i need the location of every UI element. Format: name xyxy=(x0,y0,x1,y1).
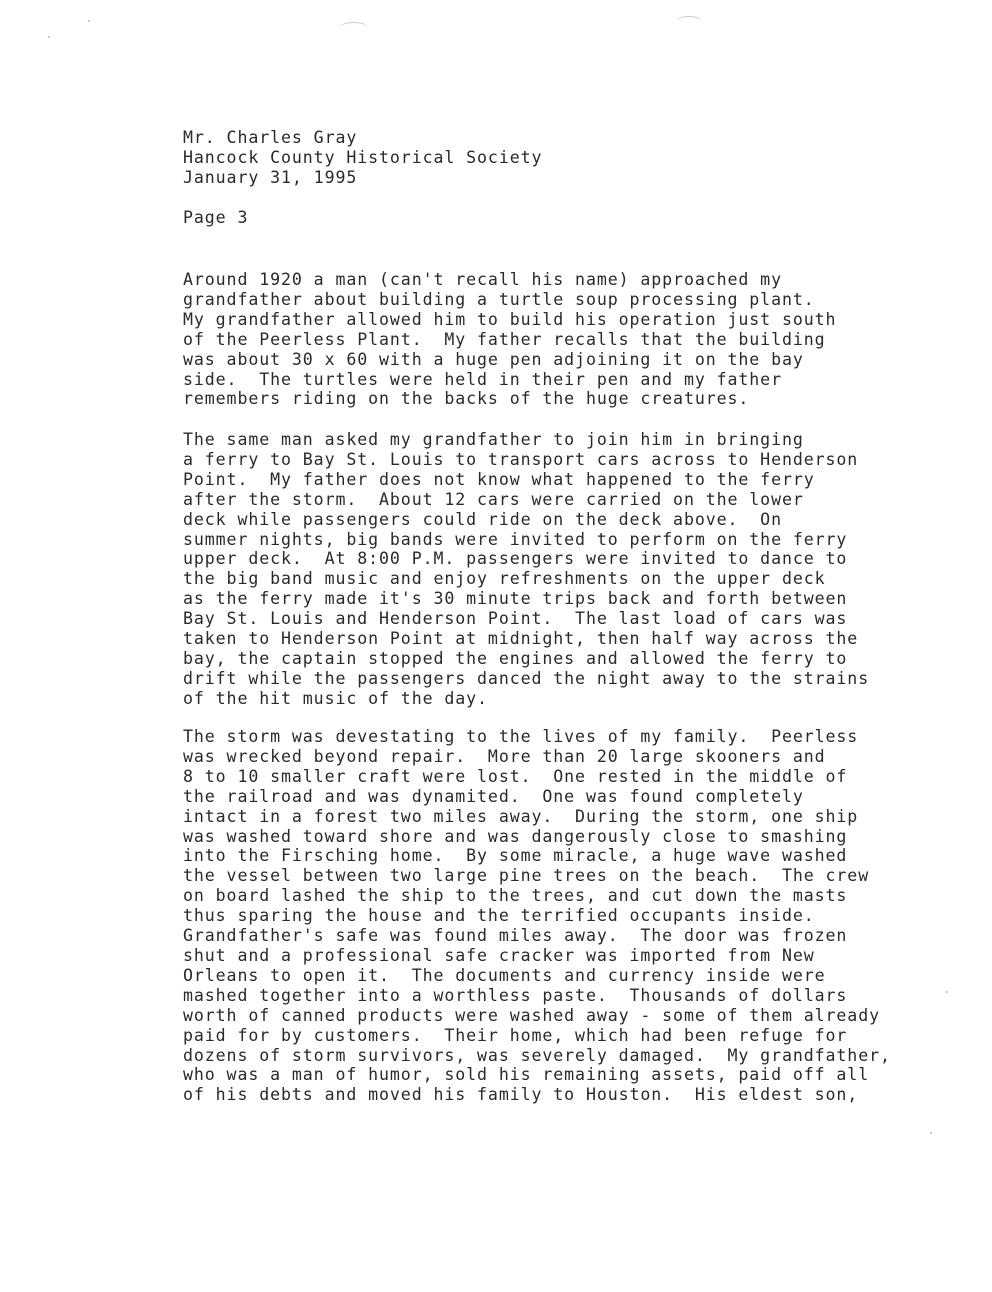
text-line: of his debts and moved his family to Houston. His eldest son, xyxy=(183,1085,859,1105)
letter-date: January 31, 1995 xyxy=(183,167,358,187)
scan-speck xyxy=(946,991,948,993)
text-line: summer nights, big bands were invited to perform on the ferry xyxy=(183,529,848,549)
scan-speck xyxy=(48,36,50,38)
recipient-block xyxy=(183,128,542,188)
text-line: thus sparing the house and the terrified occupants inside. xyxy=(183,906,815,926)
text-line: paid for by customers. Their home, which had been refuge for xyxy=(183,1025,848,1045)
text-line: was wrecked beyond repair. More than 20 large skooners and xyxy=(183,746,826,766)
text-line: the vessel between two large pine trees on the beach. The crew xyxy=(183,866,870,886)
text-line: of the Peerless Plant. My father recalls that the building xyxy=(183,329,826,349)
recipient-organization: Hancock County Historical Society xyxy=(183,147,543,167)
paragraph-turtle-plant xyxy=(183,270,836,409)
text-line: worth of canned products were washed away - some of them already xyxy=(183,1005,880,1025)
text-line: The storm was devestating to the lives of my family. Peerless xyxy=(183,727,859,746)
text-line: dozens of storm survivors, was severely damaged. My grandfather, xyxy=(183,1045,891,1065)
text-line: Bay St. Louis and Henderson Point. The last load of cars was xyxy=(183,609,848,629)
text-line: side. The turtles were held in their pen and my father xyxy=(183,369,782,389)
recipient-name: Mr. Charles Gray xyxy=(183,128,358,147)
scan-mark xyxy=(340,22,368,33)
paragraph-storm xyxy=(183,727,891,1105)
text-line: the railroad and was dynamited. One was found completely xyxy=(183,786,804,806)
text-line: intact in a forest two miles away. During the storm, one ship xyxy=(183,806,859,826)
text-line: 8 to 10 smaller craft were lost. One rested in the middle of xyxy=(183,766,848,786)
text-line: upper deck. At 8:00 P.M. passengers were invited to dance to xyxy=(183,549,848,569)
text-line: mashed together into a worthless paste. Thousands of dollars xyxy=(183,985,848,1005)
scan-speck xyxy=(88,20,90,22)
page-number: Page 3 xyxy=(183,208,249,227)
text-line: Point. My father does not know what happened to the ferry xyxy=(183,469,815,489)
text-line: shut and a professional safe cracker was imported from New xyxy=(183,945,815,965)
text-line: Grandfather's safe was found miles away. The door was frozen xyxy=(183,926,848,946)
text-line: who was a man of humor, sold his remaining assets, paid off all xyxy=(183,1065,870,1085)
text-line: My grandfather allowed him to build his operation just south xyxy=(183,309,837,329)
scan-speck xyxy=(930,1132,932,1134)
text-line: of the hit music of the day. xyxy=(183,688,488,708)
text-line: taken to Henderson Point at midnight, then half way across the xyxy=(183,629,859,649)
paragraph-ferry xyxy=(183,430,869,709)
text-line: The same man asked my grandfather to join him in bringing xyxy=(183,430,804,449)
text-line: a ferry to Bay St. Louis to transport cars across to Henderson xyxy=(183,449,859,469)
text-line: after the storm. About 12 cars were carried on the lower xyxy=(183,489,804,509)
text-line: grandfather about building a turtle soup processing plant. xyxy=(183,289,815,309)
text-line: on board lashed the ship to the trees, and cut down the masts xyxy=(183,886,848,906)
text-line: Orleans to open it. The documents and currency inside were xyxy=(183,965,826,985)
text-line: deck while passengers could ride on the deck above. On xyxy=(183,509,782,529)
text-line: was washed toward shore and was dangerously close to smashing xyxy=(183,826,848,846)
text-line: drift while the passengers danced the night away to the strains xyxy=(183,668,870,688)
text-line: was about 30 x 60 with a huge pen adjoining it on the bay xyxy=(183,349,804,369)
text-line: as the ferry made it's 30 minute trips back and forth between xyxy=(183,589,848,609)
text-line: bay, the captain stopped the engines and allowed the ferry to xyxy=(183,648,848,668)
text-line: Around 1920 a man (can't recall his name) approached my xyxy=(183,270,782,289)
text-line: the big band music and enjoy refreshments on the upper deck xyxy=(183,569,826,589)
text-line: remembers riding on the backs of the huge creatures. xyxy=(183,389,750,409)
scan-mark xyxy=(676,16,702,27)
text-line: into the Firsching home. By some miracle, a huge wave washed xyxy=(183,846,848,866)
